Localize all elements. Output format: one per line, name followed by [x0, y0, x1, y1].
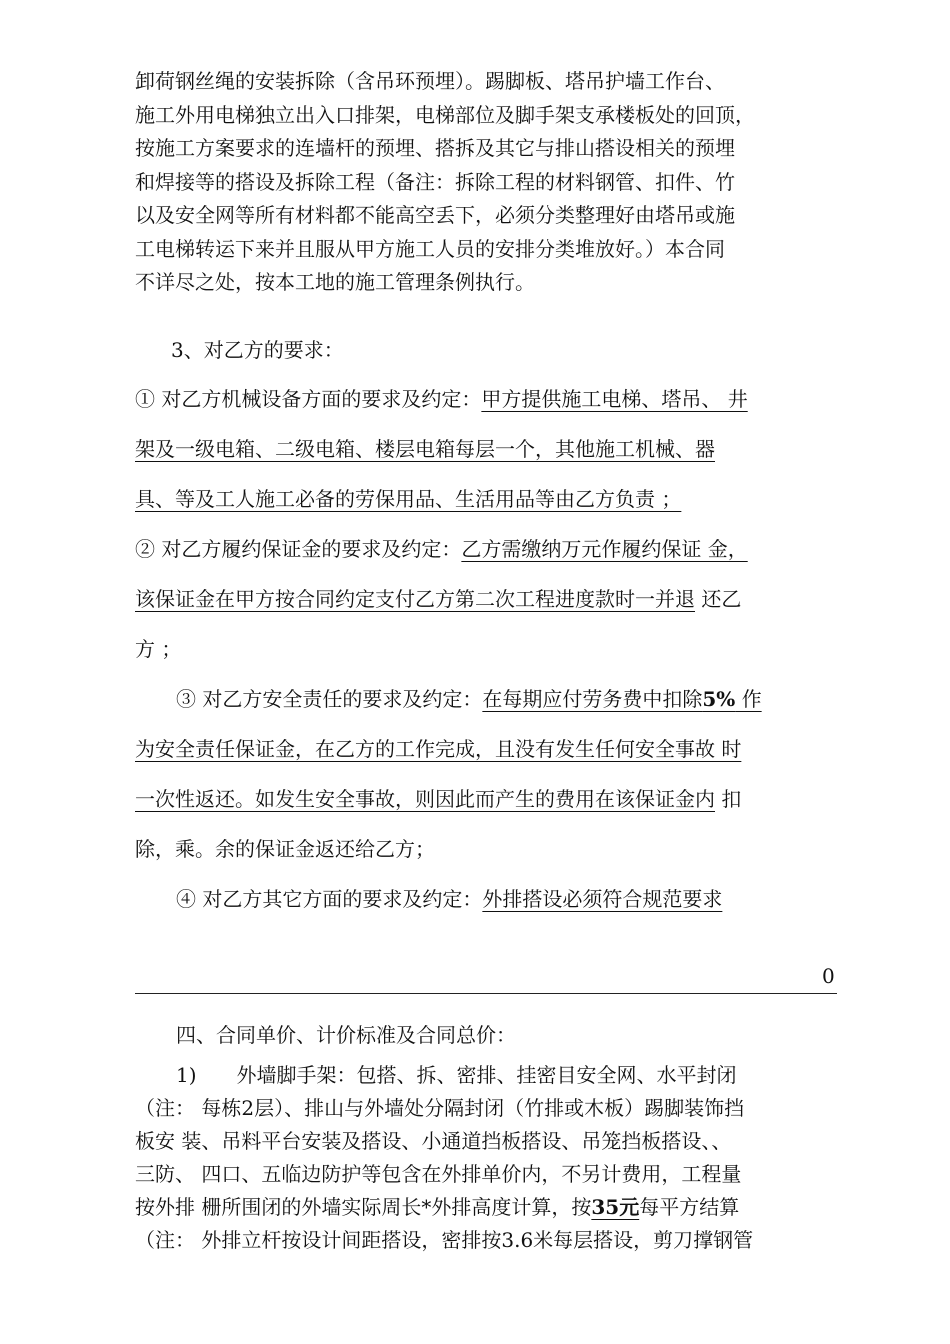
body-text-line: 1) 外墙脚手架：包搭、拆、密排、挂密目安全网、水平封闭 [176, 1063, 737, 1087]
horizontal-rule [135, 993, 837, 994]
body-text-line: （注： 外排立杆按设计间距搭设，密排按3.6米每层搭设，剪刀撑钢管 [135, 1228, 754, 1252]
plain-text: 扣 [715, 787, 742, 811]
requirement-item-2-cont: 方 ； [135, 637, 182, 661]
requirement-item-3-cont [135, 737, 741, 761]
body-text-line: 和焊接等的搭设及拆除工程（备注：拆除工程的材料钢管、扣件、竹 [135, 170, 735, 194]
body-text-line: 按施工方案要求的连墙杆的预埋、搭拆及其它与排山搭设相关的预埋 [135, 136, 735, 160]
item-label: ① 对乙方机械设备方面的要求及约定： [135, 387, 482, 411]
requirement-item-3-cont [135, 787, 741, 811]
requirement-item-3 [176, 687, 762, 711]
body-text-line: 板安 装、吊料平台安装及搭设、小通道挡板搭设、吊笼挡板搭设、、 [135, 1129, 732, 1153]
requirement-item-2-cont [135, 587, 741, 611]
requirement-item-2 [135, 537, 748, 561]
underlined-term: 甲方提供施工电梯、塔吊、 井 [481, 387, 748, 411]
body-text-line: 工电梯转运下来并且服从甲方施工人员的安排分类堆放好。）本合同 [135, 237, 725, 261]
requirement-item-1-cont [135, 437, 715, 461]
body-text-line: 卸荷钢丝绳的安装拆除（含吊环预埋）。踢脚板、塔吊护墙工作台、 [135, 69, 725, 93]
underlined-term: 具、等及工人施工必备的劳保用品、生活用品等由乙方负责 ； [135, 487, 682, 511]
body-text-line: 以及安全网等所有材料都不能高空丢下，必须分类整理好由塔吊或施 [135, 203, 735, 227]
item-label: ④ 对乙方其它方面的要求及约定： [176, 887, 483, 911]
underlined-term: 外排搭设必须符合规范要求 [482, 887, 723, 911]
item-label: ③ 对乙方安全责任的要求及约定： [176, 687, 483, 711]
underlined-term: 在每期应付劳务费中扣除5% 作 [482, 687, 762, 711]
requirement-item-1-cont [135, 487, 681, 511]
underlined-term: 该保证金在甲方按合同约定支付乙方第二次工程进度款时一并退 [135, 587, 695, 611]
section-3-heading: 3、对乙方的要求： [171, 338, 344, 362]
body-text-line: （注： 每栋2层）、排山与外墙处分隔封闭（竹排或木板）踢脚装饰挡 [135, 1096, 745, 1120]
item-label: ② 对乙方履约保证金的要求及约定： [135, 537, 462, 561]
underlined-term: 架及一级电箱、二级电箱、楼层电箱每层一个，其他施工机械、器 [135, 437, 715, 461]
underlined-term: 一次性返还。如发生安全事故，则因此而产生的费用在该保证金内 [135, 787, 715, 811]
body-text-line: 按外排 栅所围闭的外墙实际周长*外排高度计算，按35元每平方结算 [135, 1195, 740, 1219]
page-number: 0 [822, 964, 835, 988]
body-text-line: 三防、 四口、五临边防护等包含在外排单价内，不另计费用，工程量 [135, 1162, 742, 1186]
body-text-line: 不详尽之处，按本工地的施工管理条例执行。 [135, 270, 535, 294]
underlined-term: 乙方需缴纳万元作履约保证 金， [461, 537, 748, 561]
unit-price: 35元 [591, 1195, 640, 1219]
body-text-line: 施工外用电梯独立出入口排架，电梯部位及脚手架支承楼板处的回顶， [135, 103, 755, 127]
requirement-item-3-cont: 除，乘。余的保证金返还给乙方； [135, 837, 435, 861]
requirement-item-1 [135, 387, 748, 411]
requirement-item-4 [176, 887, 722, 911]
plain-text: 还乙 [695, 587, 742, 611]
underlined-term: 为安全责任保证金，在乙方的工作完成，且没有发生任何安全事故 时 [135, 737, 742, 761]
section-4-heading: 四、合同单价、计价标准及合同总价： [176, 1023, 516, 1047]
